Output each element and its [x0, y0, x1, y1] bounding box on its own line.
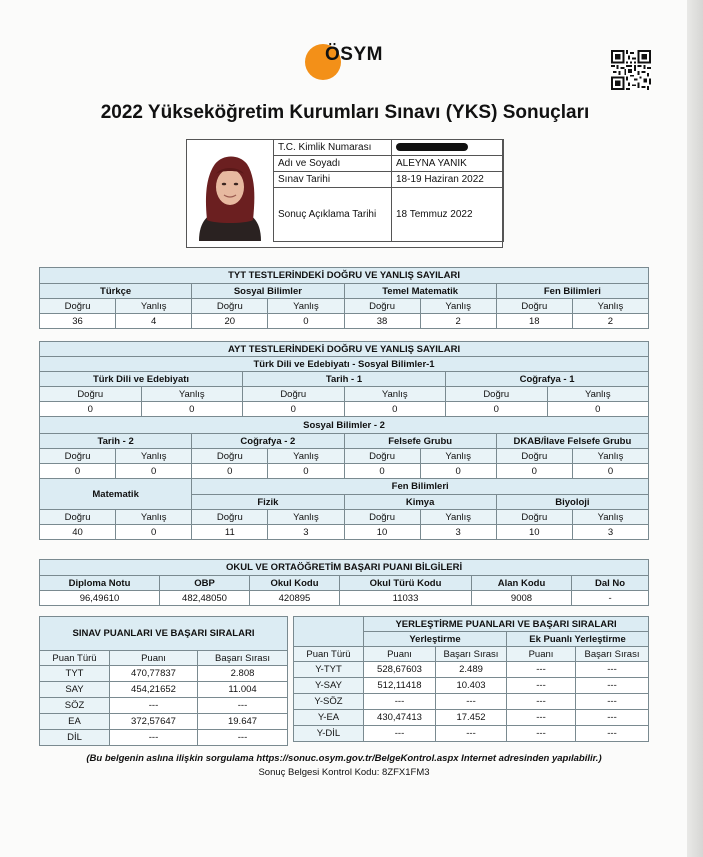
info-label: Sınav Tarihi	[274, 172, 392, 188]
ek-value: ---	[507, 694, 576, 710]
candidate-info-box	[186, 139, 503, 248]
score-type: SAY	[40, 682, 110, 698]
placement-value: 430,47413	[364, 710, 436, 726]
score-rank: 19.647	[198, 714, 288, 730]
count-cell: 20	[192, 314, 268, 329]
yanlis-label: Yanlış	[420, 449, 496, 464]
yanlis-label: Yanlış	[572, 299, 648, 314]
count-cell: 0	[268, 464, 344, 479]
placement-value: 528,67603	[364, 662, 436, 678]
scores-title: SINAV PUANLARI VE BAŞARI SIRALARI	[40, 617, 288, 651]
ayt-title: AYT TESTLERİNDEKİ DOĞRU VE YANLIŞ SAYILARI	[40, 342, 649, 357]
yanlis-label: Yanlış	[572, 449, 648, 464]
info-value: 18-19 Haziran 2022	[392, 172, 504, 188]
school-value: 482,48050	[160, 591, 250, 606]
score-row	[40, 666, 288, 682]
count-cell: 0	[446, 402, 548, 417]
dogru-label: Doğru	[243, 387, 345, 402]
placement-rank: ---	[436, 726, 507, 742]
count-cell: 0	[344, 402, 446, 417]
placement-type: Y-SÖZ	[294, 694, 364, 710]
placement-title: YERLEŞTİRME PUANLARI VE BAŞARI SIRALARI	[364, 617, 649, 632]
ayt-subject: Felsefe Grubu	[344, 434, 496, 449]
ek-rank: ---	[576, 726, 649, 742]
score-rank: 2.808	[198, 666, 288, 682]
placement-blank	[294, 617, 364, 647]
school-header: Alan Kodu	[472, 576, 572, 591]
info-value: ALEYNA YANIK	[392, 156, 504, 172]
tyt-subject: Fen Bilimleri	[496, 284, 648, 299]
dogru-label: Doğru	[344, 299, 420, 314]
score-value: ---	[110, 730, 198, 746]
count-cell: 38	[344, 314, 420, 329]
placement-value: ---	[364, 726, 436, 742]
yanlis-label: Yanlış	[268, 449, 344, 464]
yanlis-label: Yanlış	[344, 387, 446, 402]
school-header: Dal No	[572, 576, 649, 591]
count-cell: 10	[344, 525, 420, 540]
tyt-subject: Temel Matematik	[344, 284, 496, 299]
ek-rank: ---	[576, 694, 649, 710]
info-row-exam-date	[274, 172, 504, 188]
dogru-label: Doğru	[344, 449, 420, 464]
info-row-tc	[274, 140, 504, 156]
candidate-photo-image	[193, 148, 267, 241]
count-cell: 0	[40, 402, 142, 417]
info-value: 18 Temmuz 2022	[392, 188, 504, 242]
scores-header: Puan Türü	[40, 651, 110, 666]
placement-header: Puanı	[507, 647, 576, 662]
dogru-label: Doğru	[40, 387, 142, 402]
school-title: OKUL VE ORTAÖĞRETİM BAŞARI PUANI BİLGİLERİ	[40, 560, 649, 576]
redaction-bar	[396, 143, 468, 151]
placement-rank: 2.489	[436, 662, 507, 678]
info-row-name	[274, 156, 504, 172]
placement-row	[294, 726, 649, 742]
dogru-label: Doğru	[192, 299, 268, 314]
info-label: T.C. Kimlik Numarası	[274, 140, 392, 156]
ek-value: ---	[507, 726, 576, 742]
dogru-label: Doğru	[496, 299, 572, 314]
placement-type: Y-TYT	[294, 662, 364, 678]
yanlis-label: Yanlış	[547, 387, 649, 402]
yanlis-label: Yanlış	[572, 510, 648, 525]
school-value: -	[572, 591, 649, 606]
count-cell: 0	[268, 314, 344, 329]
score-rank: ---	[198, 698, 288, 714]
yanlis-label: Yanlış	[116, 510, 192, 525]
scores-header: Başarı Sırası	[198, 651, 288, 666]
info-value-redacted	[392, 140, 504, 156]
score-row	[40, 714, 288, 730]
osym-logo-text: ÖSYM	[325, 44, 383, 65]
osym-logo	[305, 42, 405, 82]
count-cell: 0	[141, 402, 243, 417]
score-value: ---	[110, 698, 198, 714]
page-edge-shadow	[687, 0, 703, 857]
qr-code-icon	[611, 50, 651, 90]
score-value: 454,21652	[110, 682, 198, 698]
placement-header: Başarı Sırası	[436, 647, 507, 662]
school-header: Diploma Notu	[40, 576, 160, 591]
score-type: TYT	[40, 666, 110, 682]
yanlis-label: Yanlış	[116, 299, 192, 314]
dogru-label: Doğru	[344, 510, 420, 525]
ayt-subject: Biyoloji	[496, 495, 648, 510]
placement-rank: 17.452	[436, 710, 507, 726]
ayt-subject: Coğrafya - 1	[446, 372, 649, 387]
placement-row	[294, 694, 649, 710]
tyt-subject: Sosyal Bilimler	[192, 284, 344, 299]
ayt-subject: Fizik	[192, 495, 344, 510]
ek-rank: ---	[576, 678, 649, 694]
count-cell: 0	[192, 464, 268, 479]
verification-note: (Bu belgenin aslına ilişkin sorgulama https://sonuc.osym.gov.tr/BelgeKontrol.aspx Internet adresinden yapılabilir.)	[86, 753, 602, 764]
ayt-subject: Tarih - 1	[243, 372, 446, 387]
yanlis-label: Yanlış	[420, 510, 496, 525]
ek-value: ---	[507, 710, 576, 726]
score-value: 470,77837	[110, 666, 198, 682]
count-cell: 4	[116, 314, 192, 329]
placement-header: Başarı Sırası	[576, 647, 649, 662]
tyt-table	[39, 267, 649, 329]
yanlis-label: Yanlış	[420, 299, 496, 314]
school-header: Okul Türü Kodu	[340, 576, 472, 591]
count-cell: 0	[116, 464, 192, 479]
school-value: 420895	[250, 591, 340, 606]
ayt-subject: Kimya	[344, 495, 496, 510]
placement-type: Y-EA	[294, 710, 364, 726]
ayt-math-title: Matematik	[40, 479, 192, 510]
placement-header: Puanı	[364, 647, 436, 662]
control-code: Sonuç Belgesi Kontrol Kodu: 8ZFX1FM3	[258, 767, 430, 778]
score-rank: 11.004	[198, 682, 288, 698]
yanlis-label: Yanlış	[268, 510, 344, 525]
yanlis-label: Yanlış	[116, 449, 192, 464]
count-cell: 0	[243, 402, 345, 417]
placement-row	[294, 662, 649, 678]
school-value: 9008	[472, 591, 572, 606]
ayt-subject: Coğrafya - 2	[192, 434, 344, 449]
count-cell: 3	[572, 525, 648, 540]
placement-rank: 10.403	[436, 678, 507, 694]
count-cell: 2	[420, 314, 496, 329]
count-cell: 3	[268, 525, 344, 540]
yanlis-label: Yanlış	[141, 387, 243, 402]
school-header: OBP	[160, 576, 250, 591]
tyt-title: TYT TESTLERİNDEKİ DOĞRU VE YANLIŞ SAYILARI	[40, 268, 649, 284]
candidate-info-table	[273, 139, 504, 242]
school-table	[39, 559, 649, 606]
count-cell: 40	[40, 525, 116, 540]
tyt-subject: Türkçe	[40, 284, 192, 299]
count-cell: 0	[547, 402, 649, 417]
dogru-label: Doğru	[40, 449, 116, 464]
placement-row	[294, 710, 649, 726]
ayt-fen-title: Fen Bilimleri	[192, 479, 649, 495]
count-cell: 0	[116, 525, 192, 540]
scores-header: Puanı	[110, 651, 198, 666]
dogru-label: Doğru	[192, 449, 268, 464]
score-row	[40, 730, 288, 746]
count-cell: 3	[420, 525, 496, 540]
dogru-label: Doğru	[496, 510, 572, 525]
placement-value: 512,11418	[364, 678, 436, 694]
count-cell: 0	[572, 464, 648, 479]
ek-rank: ---	[576, 662, 649, 678]
page-title: 2022 Yükseköğretim Kurumları Sınavı (YKS) Sonuçları	[100, 102, 590, 123]
placement-table	[293, 616, 649, 742]
school-value: 96,49610	[40, 591, 160, 606]
ek-value: ---	[507, 662, 576, 678]
candidate-photo	[193, 148, 267, 241]
info-label: Adı ve Soyadı	[274, 156, 392, 172]
placement-sub: Ek Puanlı Yerleştirme	[507, 632, 649, 647]
ayt-table	[39, 341, 649, 540]
count-cell: 18	[496, 314, 572, 329]
count-cell: 2	[572, 314, 648, 329]
school-header: Okul Kodu	[250, 576, 340, 591]
ek-value: ---	[507, 678, 576, 694]
dogru-label: Doğru	[40, 510, 116, 525]
placement-type: Y-SAY	[294, 678, 364, 694]
placement-value: ---	[364, 694, 436, 710]
ayt-group1-title: Türk Dili ve Edebiyatı - Sosyal Bilimler-1	[40, 357, 649, 372]
placement-rank: ---	[436, 694, 507, 710]
score-rank: ---	[198, 730, 288, 746]
count-cell: 10	[496, 525, 572, 540]
score-row	[40, 682, 288, 698]
placement-header: Puan Türü	[294, 647, 364, 662]
score-value: 372,57647	[110, 714, 198, 730]
count-cell: 36	[40, 314, 116, 329]
placement-row	[294, 678, 649, 694]
scores-table	[39, 616, 288, 746]
info-row-result-date	[274, 188, 504, 242]
dogru-label: Doğru	[496, 449, 572, 464]
ayt-subject: DKAB/İlave Felsefe Grubu	[496, 434, 648, 449]
count-cell: 11	[192, 525, 268, 540]
score-row	[40, 698, 288, 714]
ayt-subject: Türk Dili ve Edebiyatı	[40, 372, 243, 387]
score-type: EA	[40, 714, 110, 730]
placement-sub: Yerleştirme	[364, 632, 507, 647]
ayt-group2-title: Sosyal Bilimler - 2	[40, 417, 649, 434]
count-cell: 0	[40, 464, 116, 479]
count-cell: 0	[496, 464, 572, 479]
score-type: DİL	[40, 730, 110, 746]
dogru-label: Doğru	[192, 510, 268, 525]
dogru-label: Doğru	[446, 387, 548, 402]
count-cell: 0	[420, 464, 496, 479]
placement-type: Y-DİL	[294, 726, 364, 742]
dogru-label: Doğru	[40, 299, 116, 314]
info-label: Sonuç Açıklama Tarihi	[274, 188, 392, 242]
score-type: SÖZ	[40, 698, 110, 714]
count-cell: 0	[344, 464, 420, 479]
school-value: 11033	[340, 591, 472, 606]
ek-rank: ---	[576, 710, 649, 726]
ayt-subject: Tarih - 2	[40, 434, 192, 449]
yanlis-label: Yanlış	[268, 299, 344, 314]
